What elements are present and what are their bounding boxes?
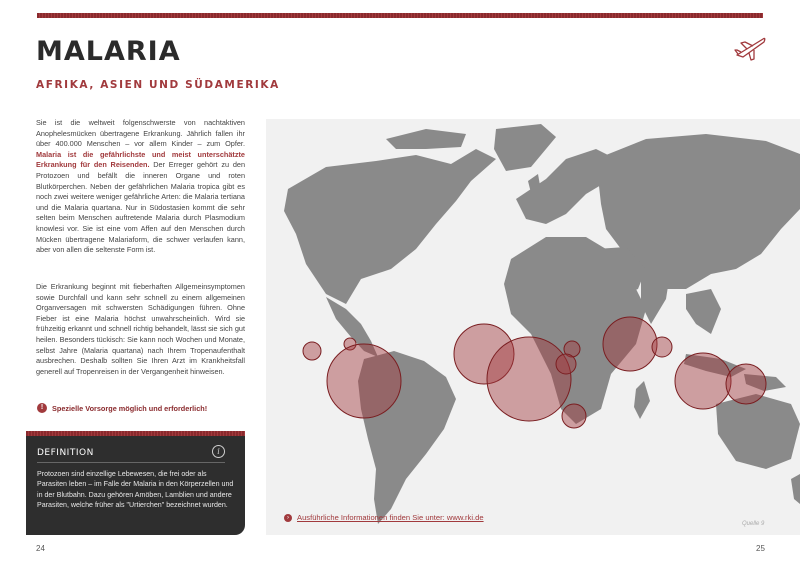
page-number-right: 25 [756,544,765,553]
risk-area-south-america [327,344,401,418]
risk-area-india [603,317,657,371]
land-southeast-asia [686,289,721,334]
land-australia [716,394,800,469]
risk-area-horn-of-africa [556,354,576,374]
rki-link[interactable]: Ausführliche Informationen finden Sie unter: www.rki.de [297,513,484,522]
warning-text: Spezielle Vorsorge möglich und erforderlich! [52,403,208,413]
warning-note [37,403,207,413]
world-map-svg [266,119,800,535]
land-new-zealand [791,474,800,504]
intro-paragraph [36,118,245,256]
world-map [266,119,800,535]
risk-area-central-africa [487,337,571,421]
definition-stripe [26,431,245,436]
landmasses [284,124,800,524]
info-icon: i [212,445,225,458]
top-stripe [37,13,763,18]
risk-area-indochina [652,337,672,357]
intro-highlight: Malaria ist die gefährlichste und meist unterschätzte Erkrankung für den Reisenden. [36,149,245,170]
rki-link-row[interactable] [284,513,484,522]
definition-text: Protozoen sind einzellige Lebewesen, die frei oder als Parasiten leben – im Falle der Malaria in den Körperzellen und in der Blutbahn. Dazu gehören Amöben, Lamblien und andere Parasiten, welche früher als "Urtierchen" bezeichnet wurden. [37,470,234,510]
risk-area-madagascar [562,404,586,428]
intro-text-2: Der Erreger gehört zu den Protozoen und befällt die inneren Organe und roten Blutkörperchen. Neben der gefährlichen Malaria tropica gibt es noch zwei weitere weniger gefährliche Arten: die Malaria tertiana und die Malaria quartana. Nur in Südostasien kommt die sehr selten beim Menschen auftretende Malaria durch Plasmodium knowlesi vor. Sie ist eine vom Affen auf den Menschen durch Mücken übertragene Malariaform, die schwer verlaufen kann, aber von allen die seltenste Form ist. [36,160,246,255]
land-north-america [284,149,496,304]
page-title: MALARIA [36,36,181,67]
risk-area-papua [726,364,766,404]
land-greenland [494,124,556,171]
land-madagascar [634,381,650,419]
risk-area-indonesia [675,353,731,409]
definition-divider [37,462,225,463]
definition-title: DEFINITION [37,448,94,458]
page-number-left: 24 [36,544,45,553]
symptoms-paragraph: Die Erkrankung beginnt mit fieberhaften Allgemeinsymptomen sowie Durchfall und kann sehr schnell zu einem allgemeinen Organversagen mit schwersten Schädigungen führen. Ohne Fieber ist eine Malaria höchst unwahrscheinlich. Wird sie frühzeitig erkannt und schnell richtig behandelt, lässt sie sich gut heilen. Besonders tückisch: Sie kann noch Wochen und Monate, selbst Jahre (Malaria quartana) nach Ihrem Tropenaufenthalt ausbrechen. Deshalb sollten Sie Ihren Arzt im Krankheitsfall generell auf Tropenreisen in der Vergangenheit hinweisen. [36,282,245,376]
land-india [641,267,671,324]
exclamation-icon: ! [37,403,47,413]
arrow-right-icon: › [284,514,292,522]
page-subtitle: AFRIKA, ASIEN UND SÜDAMERIKA [36,79,280,91]
airplane-icon [733,33,767,63]
intro-text-1: Sie ist die weltweit folgenschwerste von nachtaktiven Anophelesmücken übertragene Erkrankung. Jährlich fallen ihr über 400.000 Menschen – vor allem Kinder – zum Opfer. [36,118,245,149]
source-note: Quelle 9 [742,521,765,527]
risk-area-central-america [303,342,321,360]
land-canada-islands [386,129,466,149]
